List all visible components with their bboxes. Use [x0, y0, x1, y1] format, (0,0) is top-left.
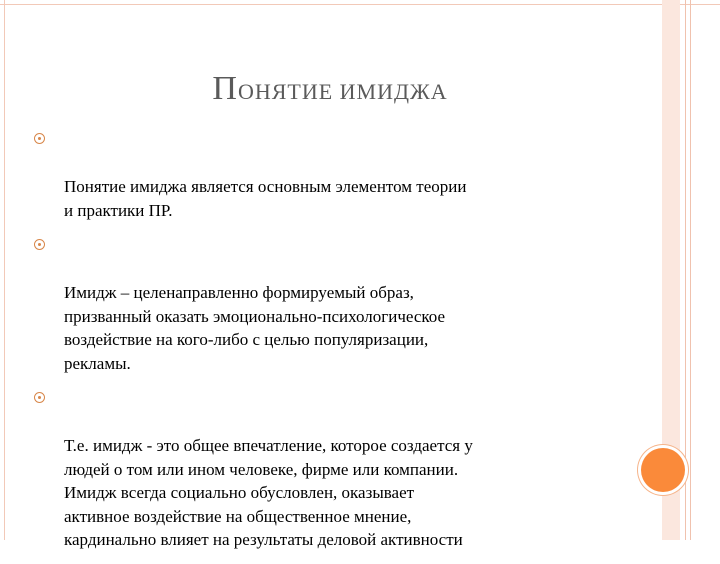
bullet-text: Понятие имиджа является основным элементом теории и практики ПР. — [64, 177, 467, 220]
bullet-text: Имидж – целенаправленно формируемый образ, призванный оказать эмоционально-психологическое воздействие на кого-либо с целью популяризации, рекламы. — [64, 283, 446, 373]
slide-title — [0, 70, 660, 108]
frame-right-line — [685, 0, 686, 540]
bullet-item — [34, 234, 634, 375]
bullet-marker-icon — [34, 133, 45, 144]
bullet-text: Т.е. имидж - это общее впечатление, которое создается у людей о том или ином человеке, фирме или компании. Имидж всегда социально обусловлен, оказывает активное воздействие на общественное мнение, кардинально влияет на результаты деловой активности — [64, 436, 473, 549]
title-rest: ОНЯТИЕ ИМИДЖА — [237, 79, 448, 104]
title-first-letter: П — [212, 70, 238, 107]
decorative-circle — [641, 448, 685, 492]
frame-top-line — [0, 4, 720, 5]
bullet-item — [34, 387, 634, 552]
bullet-marker-icon — [34, 392, 45, 403]
frame-right-line — [690, 0, 691, 540]
bullet-marker-icon — [34, 239, 45, 250]
bullet-item — [34, 128, 634, 222]
bullet-list — [34, 128, 634, 564]
